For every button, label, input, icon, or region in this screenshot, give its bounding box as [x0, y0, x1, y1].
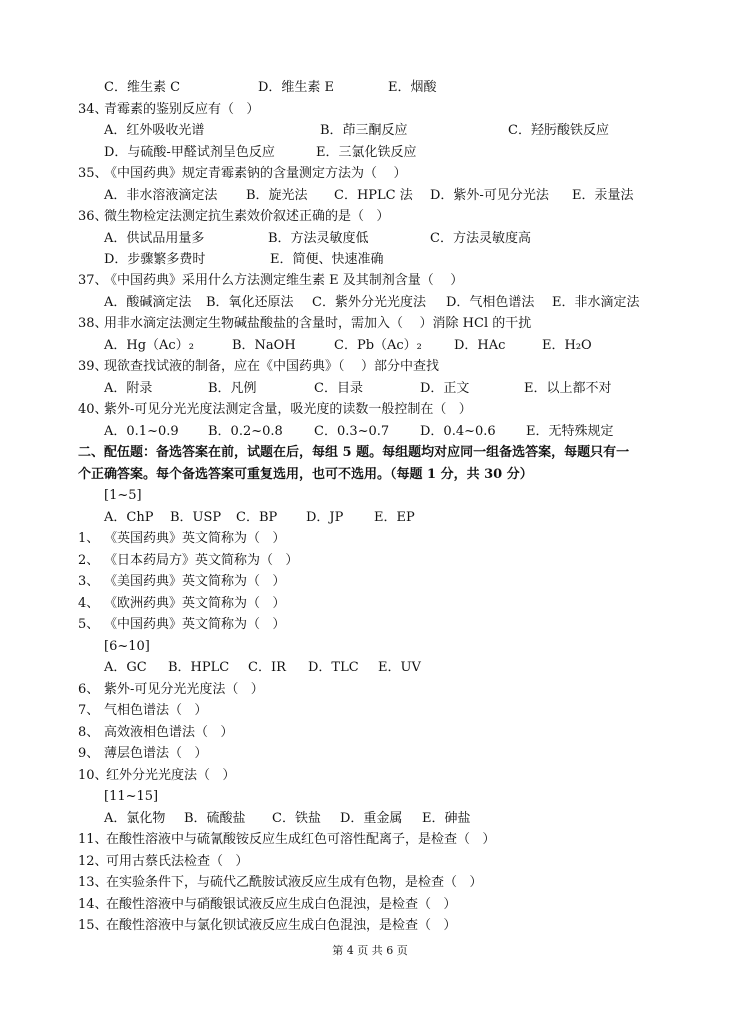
option-e: E．非水滴定法 [552, 295, 640, 310]
option-c: C．维生素 C [104, 80, 181, 95]
option-d: D．重金属 [340, 811, 403, 826]
item-number: 14、 [78, 897, 108, 912]
item-text: 可用古蔡氏法检查（ ） [106, 854, 249, 869]
question-stem: 《中国药典》规定青霉素钠的含量测定方法为（ ） [104, 166, 407, 181]
page-footer: 第 4 页 共 6 页 [332, 944, 408, 957]
option-c: C．0.3~0.7 [314, 424, 390, 439]
option-b: B．NaOH [232, 338, 296, 353]
option-d: D．0.4~0.6 [420, 424, 496, 439]
option-e: E．无特殊规定 [526, 424, 614, 439]
question-number: 38、 [78, 316, 108, 331]
option-a: A．GC [104, 660, 147, 675]
item-number: 2、 [78, 553, 100, 568]
option-b: B．0.2~0.8 [208, 424, 283, 439]
item-number: 3、 [78, 574, 100, 589]
option-e: E．EP [374, 510, 415, 525]
option-a: A．红外吸收光谱 [104, 123, 205, 138]
question-number: 39、 [78, 359, 108, 374]
item-text: 在酸性溶液中与硫氰酸铵反应生成红色可溶性配离子，是检查（ ） [106, 832, 496, 847]
option-c: C．目录 [314, 381, 363, 396]
option-e: E．UV [378, 660, 421, 675]
option-c: C．紫外分光光度法 [312, 295, 426, 310]
question-number: 36、 [78, 209, 108, 224]
item-number: 11、 [78, 832, 108, 847]
item-number: 9、 [78, 746, 100, 761]
item-text: 气相色谱法（ ） [104, 703, 208, 718]
option-d: D．与硫酸-甲醛试剂呈色反应 [104, 145, 275, 160]
option-c: C．方法灵敏度高 [430, 231, 531, 246]
option-a: A．0.1~0.9 [104, 424, 179, 439]
group-range: [1~5] [104, 488, 142, 503]
option-e: E．烟酸 [388, 80, 437, 95]
item-text: 《日本药局方》英文简称为（ ） [104, 553, 299, 568]
section-heading-cont: 个正确答案。每个备选答案可重复选用，也可不选用。（每题 1 分，共 30 分） [78, 467, 533, 482]
item-text: 红外分光光度法（ ） [106, 768, 236, 783]
item-text: 《美国药典》英文简称为（ ） [104, 574, 286, 589]
option-a: A．非水溶液滴定法 [104, 188, 218, 203]
question-number: 34、 [78, 102, 108, 117]
option-e: E．三氯化铁反应 [316, 145, 417, 160]
option-d: D．HAc [454, 338, 506, 353]
item-text: 在酸性溶液中与硝酸银试液反应生成白色混浊，是检查（ ） [106, 897, 457, 912]
item-text: 高效液相色谱法（ ） [104, 725, 234, 740]
item-number: 8、 [78, 725, 100, 740]
question-number: 37、 [78, 273, 108, 288]
option-c: C．IR [248, 660, 286, 675]
option-d: D．步骤繁多费时 [104, 252, 206, 267]
item-number: 5、 [78, 617, 100, 632]
option-c: C．BP [236, 510, 278, 525]
option-e: E．砷盐 [422, 811, 471, 826]
item-number: 6、 [78, 682, 100, 697]
item-text: 紫外-可见分光光度法（ ） [104, 682, 264, 697]
option-c: C．HPLC 法 [334, 188, 413, 203]
option-e: E．汞量法 [572, 188, 634, 203]
option-d: D．维生素 E [258, 80, 335, 95]
option-d: D．TLC [308, 660, 359, 675]
question-number: 40、 [78, 402, 108, 417]
option-a: A．酸碱滴定法 [104, 295, 192, 310]
group-range: [11~15] [104, 789, 159, 804]
question-stem: 微生物检定法测定抗生素效价叙述正确的是（ ） [104, 209, 390, 224]
option-b: B．硫酸盐 [184, 811, 246, 826]
option-e: E．简便、快速准确 [270, 252, 384, 267]
option-b: B．茚三酮反应 [320, 123, 408, 138]
item-number: 4、 [78, 596, 100, 611]
item-text: 《英国药典》英文简称为（ ） [104, 531, 286, 546]
question-stem: 青霉素的鉴别反应有（ ） [104, 102, 260, 117]
item-text: 《中国药典》英文简称为（ ） [104, 617, 286, 632]
option-d: D．气相色谱法 [446, 295, 535, 310]
option-a: A．附录 [104, 381, 153, 396]
option-b: B．凡例 [208, 381, 257, 396]
item-number: 10、 [78, 768, 108, 783]
option-b: B．氧化还原法 [206, 295, 294, 310]
option-a: A．ChP [104, 510, 154, 525]
item-number: 13、 [78, 875, 108, 890]
option-d: D．JP [306, 510, 344, 525]
option-b: B．USP [170, 510, 222, 525]
item-number: 7、 [78, 703, 100, 718]
group-range: [6~10] [104, 639, 150, 654]
question-stem: 紫外-可见分光光度法测定含量，吸光度的读数一般控制在（ ） [104, 402, 472, 417]
question-stem: 用非水滴定法测定生物碱盐酸盐的含量时，需加入（ ）消除 HCl 的干扰 [104, 316, 532, 331]
option-d: D．紫外-可见分光法 [430, 188, 549, 203]
option-e: E．H₂O [542, 338, 592, 353]
option-d: D．正文 [420, 381, 470, 396]
section-heading: 二、配伍题：备选答案在前，试题在后，每组 5 题。每组题均对应同一组备选答案，每题只有一 [78, 445, 630, 460]
option-a: A．Hg（Ac）₂ [104, 338, 194, 353]
item-text: 《欧洲药典》英文简称为（ ） [104, 596, 286, 611]
item-text: 在实验条件下，与硫代乙酰胺试液反应生成有色物，是检查（ ） [106, 875, 483, 890]
question-stem: 现欲查找试液的制备，应在《中国药典》（ ）部分中查找 [104, 359, 440, 374]
option-c: C．Pb（Ac）₂ [334, 338, 422, 353]
option-b: B．旋光法 [246, 188, 308, 203]
option-b: B．HPLC [168, 660, 230, 675]
option-c: C．铁盐 [272, 811, 321, 826]
item-number: 12、 [78, 854, 108, 869]
question-number: 35、 [78, 166, 108, 181]
item-number: 1、 [78, 531, 100, 546]
question-stem: 《中国药典》采用什么方法测定维生素 E 及其制剂含量（ ） [104, 273, 464, 288]
option-e: E．以上都不对 [524, 381, 612, 396]
item-text: 在酸性溶液中与氯化钡试液反应生成白色混浊，是检查（ ） [106, 918, 457, 933]
option-c: C．羟肟酸铁反应 [508, 123, 609, 138]
option-b: B．方法灵敏度低 [268, 231, 369, 246]
option-a: A．氯化物 [104, 811, 166, 826]
item-number: 15、 [78, 918, 108, 933]
item-text: 薄层色谱法（ ） [104, 746, 208, 761]
option-a: A．供试品用量多 [104, 231, 205, 246]
